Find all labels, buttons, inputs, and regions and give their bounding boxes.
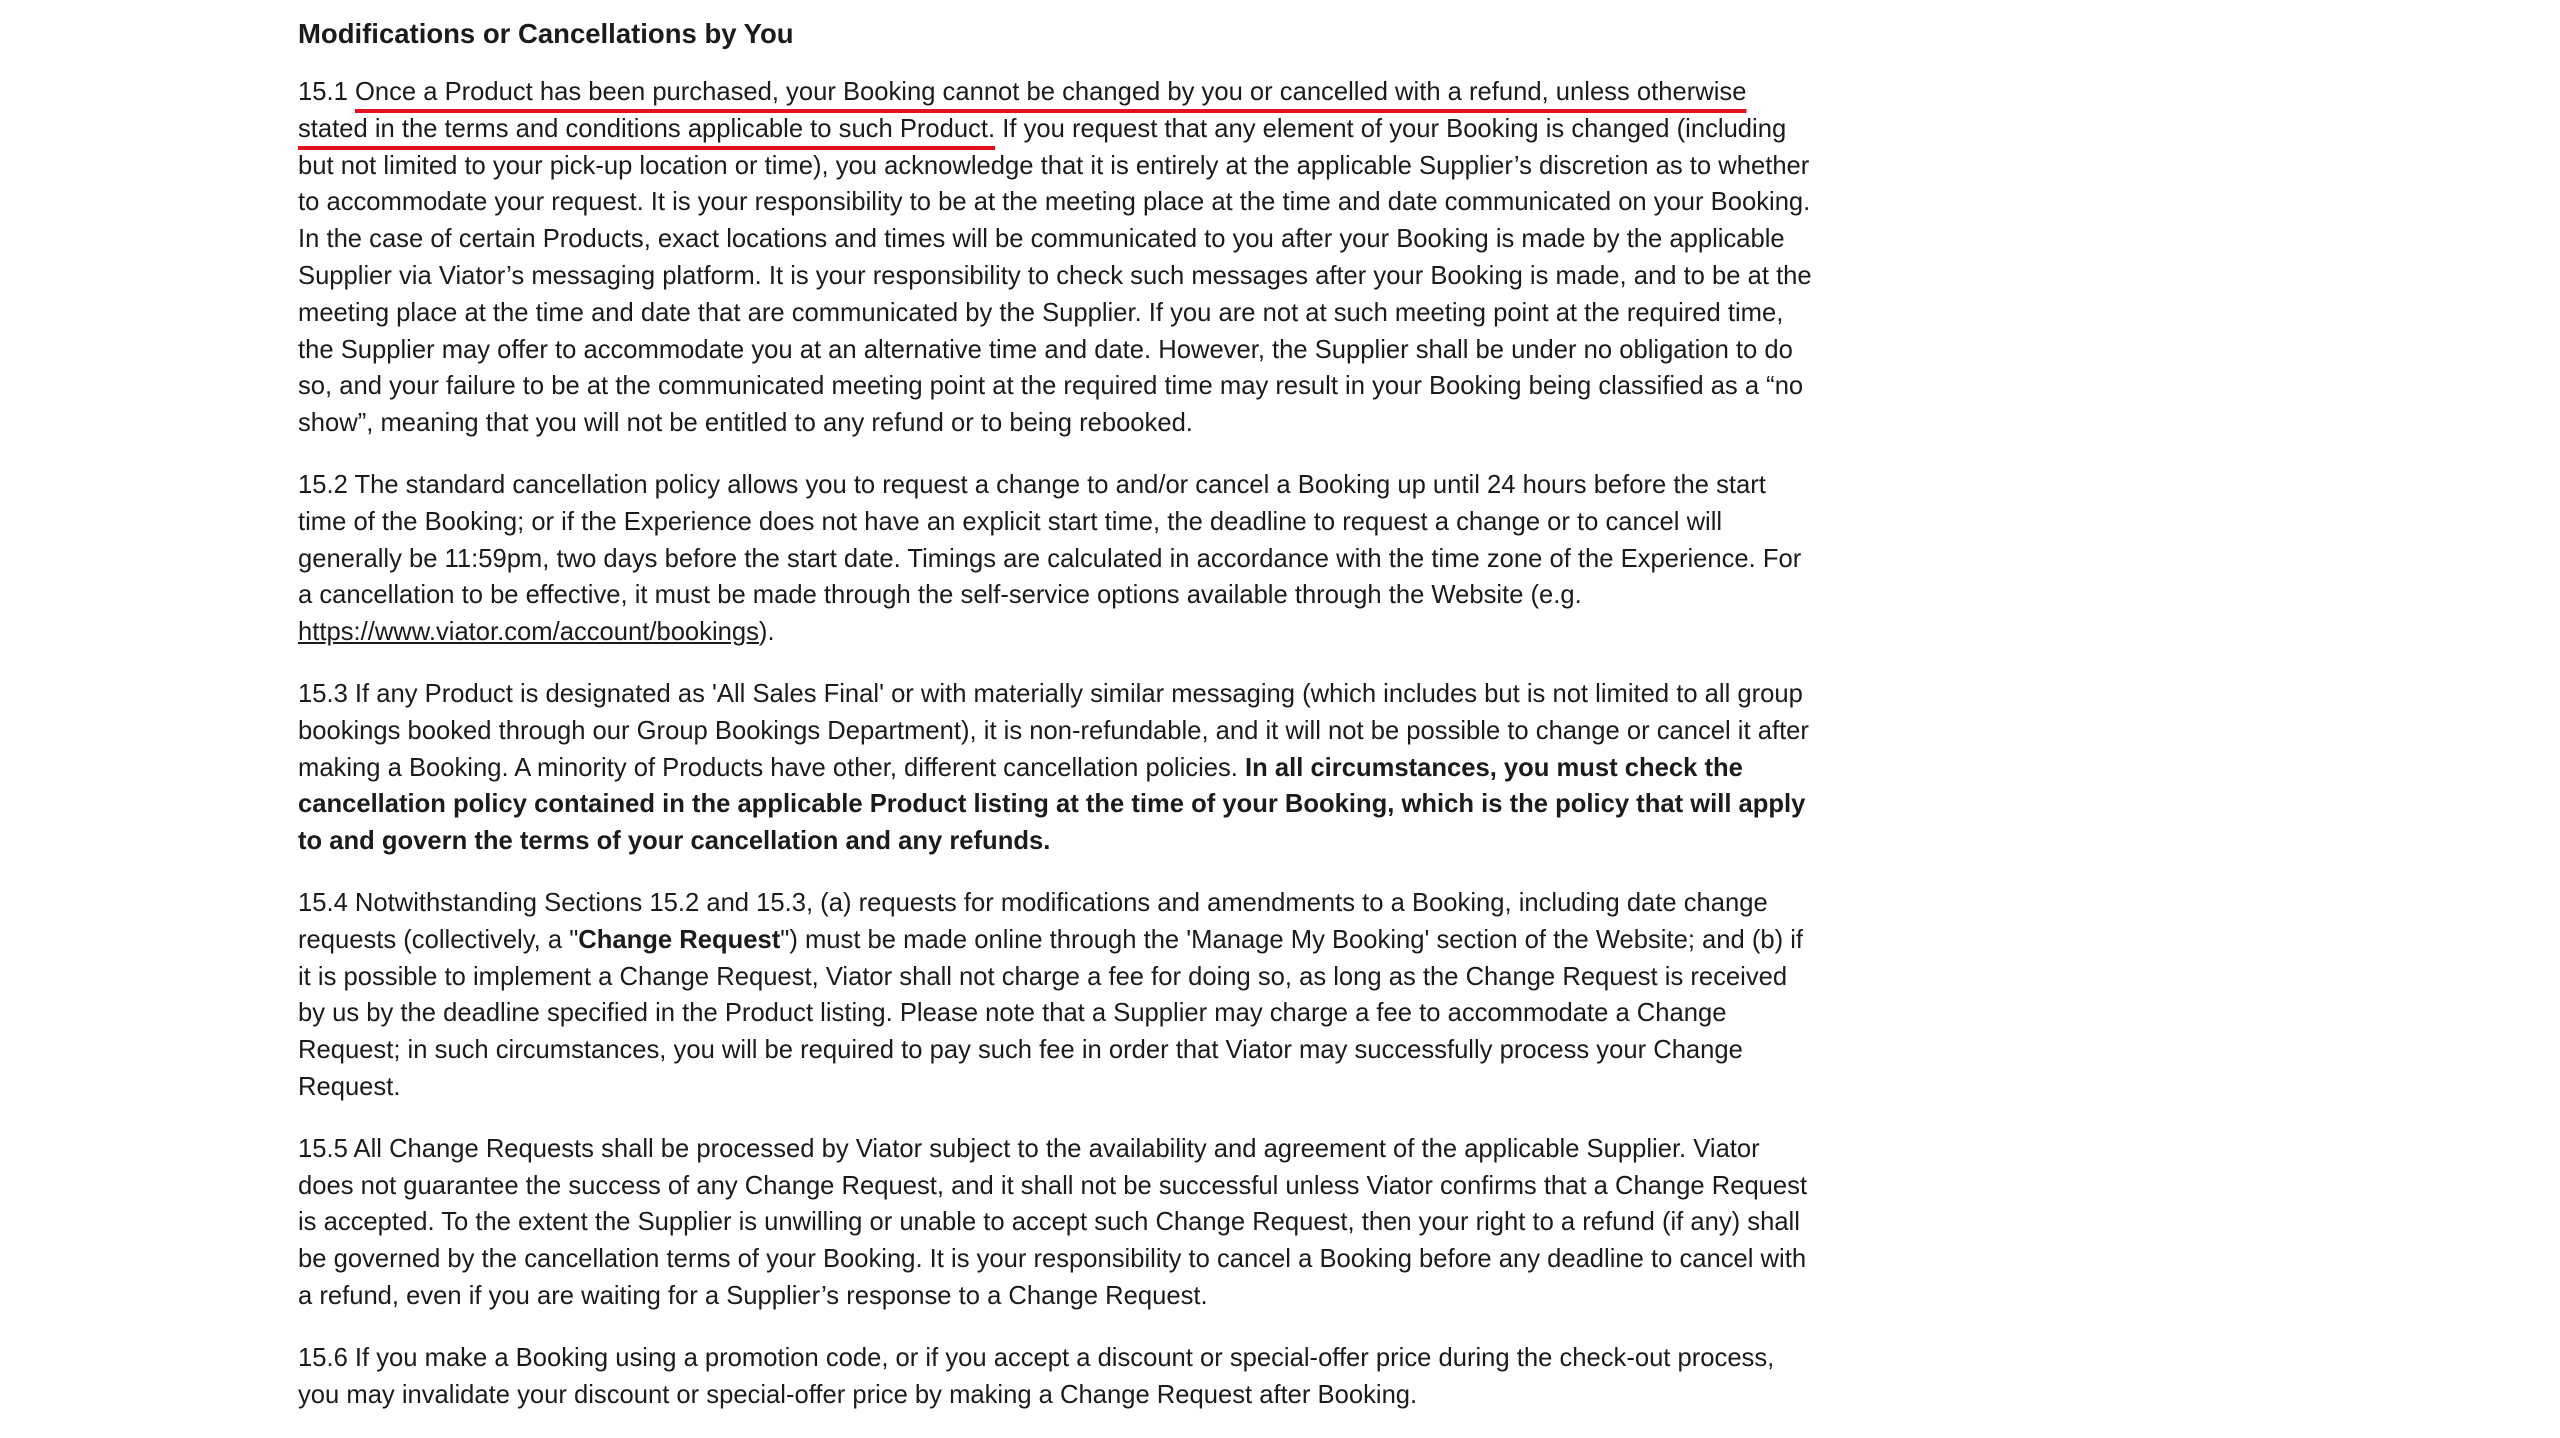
clause-text: 15.3 If any Product is designated as 'All Sales Final' or with materially similar messaging (which includes but is not limited to all group bookings booked through our Group Bookings Department), it is non-refundable, and it will not be possible to change or cancel it after making a Booking. A minority of Products have other, different cancellation policies. (298, 679, 1809, 782)
clause-text: 15.2 The standard cancellation policy allows you to request a change to and/or cancel a Booking up until 24 hours before the start time of the Booking; or if the Experience does not have an explicit start time, the deadline to request a change or to cancel will generally be 11:59pm, two days before the start date. Timings are calculated in accordance with the time zone of the Experience. For a cancellation to be effective, it must be made through the self-service options available through the Website (e.g. (298, 470, 1802, 610)
paragraph-15-2 (298, 467, 1818, 651)
section-heading: Modifications or Cancellations by You (298, 18, 794, 49)
clause-text-end: ") must be made online through the 'Manage My Booking' section of the Website; and (b) if it is possible to implement a Change Request, Viator shall not charge a fee for doing so, as long as the Change Request is received by us by the deadline specified in the Product listing. Please note that a Supplier may charge a fee to accommodate a Change Request; in such circumstances, you will be required to pay such fee in order that Viator may successfully process your Change Request. (298, 925, 1804, 1101)
paragraph-15-5 (298, 1131, 1818, 1315)
paragraph-15-1 (298, 74, 1818, 442)
bold-notice: In all circumstances, you must check the cancellation policy contained in the applicable Product listing at the time of your Booking, which is the policy that will apply to and govern the terms of your cancellation and any refunds. (298, 753, 1806, 856)
clause-number: 15.1 (298, 78, 348, 106)
clause-text-end: ). (758, 618, 775, 647)
terms-section (298, 14, 1818, 1438)
paragraph-15-6 (298, 1340, 1818, 1414)
clause-text: If you request that any element of your Booking is changed (including but not limited to your pick-up location or time), you acknowledge that it is entirely at the applicable Supplier’s discretion as to whether to accommodate your request. It is your responsibility to be at the meeting place at the time and date communicated on your Booking. In the case of certain Products, exact locations and times will be communicated to you after your Booking is made by the applicable Supplier via Viator’s messaging platform. It is your responsibility to check such messages after your Booking is made, and to be at the meeting place at the time and date that are communicated by the Supplier. If you are not at such meeting point at the required time, the Supplier may offer to accommodate you at an alternative time and date. However, the Supplier shall be under no obligation to do so, and your failure to be at the communicated meeting point at the required time may result in your Booking being classified as a “no show”, meaning that you will not be entitled to any refund or to being rebooked. (298, 114, 1812, 438)
clause-text: 15.6 If you make a Booking using a promotion code, or if you accept a discount or special-offer price during the check-out process, you may invalidate your discount or special-offer price by making a Change Request after Booking. (298, 1343, 1775, 1409)
highlighted-clause: Once a Product has been purchased, your Booking cannot be changed by you or cancelled with a refund, unless otherwise stated in the terms and conditions applicable to such Product. (298, 78, 1747, 143)
paragraph-15-3 (298, 676, 1818, 860)
paragraph-15-4 (298, 885, 1818, 1106)
defined-term: Change Request (578, 925, 781, 954)
clause-text: 15.4 Notwithstanding Sections 15.2 and 15.3, (a) requests for modifications and amendments to a Booking, including date change requests (collectively, a " (298, 888, 1768, 954)
bookings-link[interactable]: https://www.viator.com/account/bookings (298, 618, 759, 647)
clause-text: 15.5 All Change Requests shall be processed by Viator subject to the availability and agreement of the applicable Supplier. Viator does not guarantee the success of any Change Request, and it shall not be successful unless Viator confirms that a Change Request is accepted. To the extent the Supplier is unwilling or unable to accept such Change Request, then your right to a refund (if any) shall be governed by the cancellation terms of your Booking. It is your responsibility to cancel a Booking before any deadline to cancel with a refund, even if you are waiting for a Supplier’s response to a Change Request. (298, 1134, 1808, 1310)
